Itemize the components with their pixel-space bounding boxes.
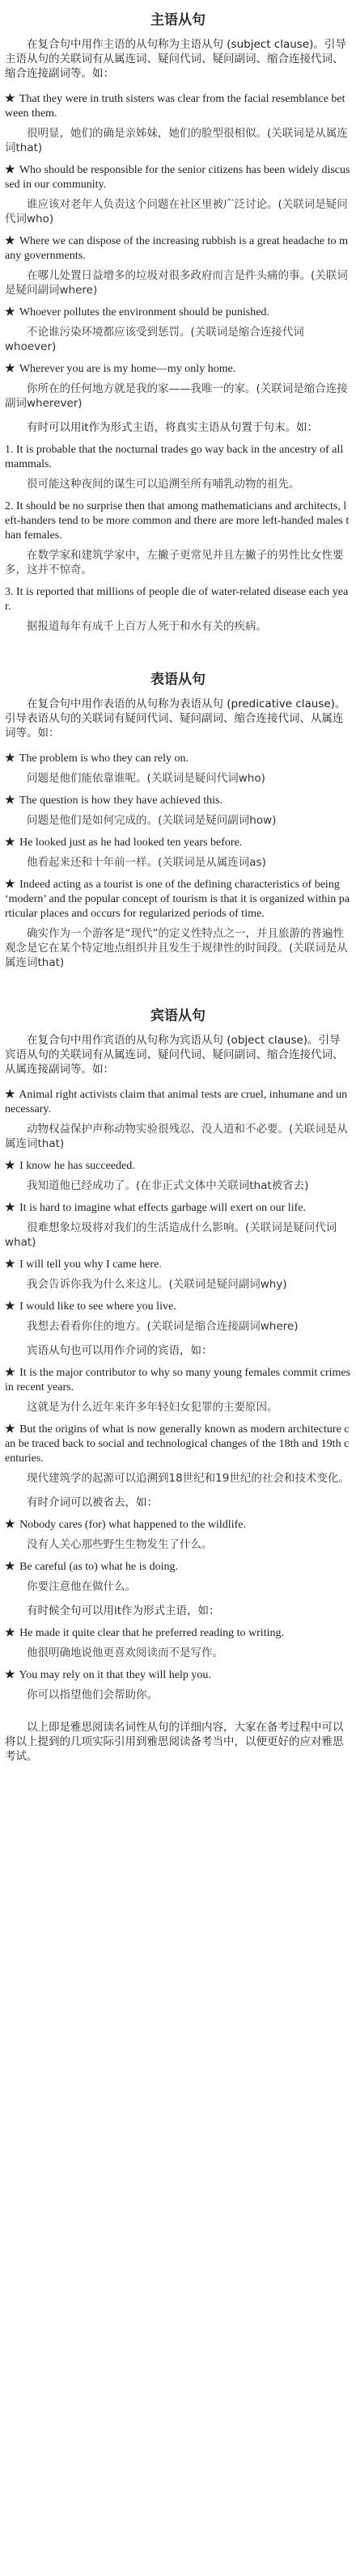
object-it-intro: 有时候全句可以用it作为形式主语，如：: [27, 1604, 220, 1617]
list-item: [5, 1258, 351, 1292]
example-zh: 据报道每年有成千上百万人死于和水有关的疾病。: [27, 620, 267, 633]
example-en: I know he has succeeded.: [19, 1160, 135, 1172]
star-icon: ★: [5, 753, 15, 765]
example-zh: 你可以指望他们会帮助你。: [27, 1689, 158, 1701]
star-icon: ★: [5, 164, 15, 176]
list-item: [5, 1159, 351, 1193]
example-en: You may rely on it that they will help you.: [19, 1669, 211, 1681]
example-en: Where we can dispose of the increasing rubbish is a great headache to many governments.: [5, 235, 349, 262]
list-item: [5, 752, 351, 786]
star-icon: ★: [5, 1561, 15, 1573]
example-en: Be careful (as to) what he is doing.: [19, 1561, 179, 1573]
example-zh: 他看起来还和十年前一样。(关联词是从属连词as): [27, 856, 266, 869]
example-zh: 我知道他已经成功了。(在非正式文体中关联词that被省去): [27, 1179, 309, 1192]
example-en: 3. It is reported that millions of people die of water-related disease each year.: [5, 586, 349, 613]
list-item: [5, 1560, 351, 1594]
star-icon: ★: [5, 879, 15, 891]
example-en: Nobody cares (for) what happened to the wildlife.: [19, 1519, 246, 1531]
example-en: 1. It is probable that the nocturnal trades go way back in the ancestry of all mammals.: [5, 444, 344, 470]
numbered-item: [5, 500, 351, 577]
list-item: [5, 234, 351, 297]
star-icon: ★: [5, 1202, 15, 1214]
list-item: [5, 1366, 351, 1414]
numbered-item: [5, 585, 351, 634]
subject-intro: 在复合句中用作主语的从句称为主语从句 (subject clause)。引导主语从句的关联词有从属连词、疑问代词、疑问副词、缩合连接代词、缩合连接副词等。如：: [5, 38, 346, 80]
example-zh: 问题是他们是如何完成的。(关联词是疑问副词how): [27, 814, 277, 827]
list-item: [5, 362, 351, 411]
example-zh: 你所在的任何地方就是我的家——我唯一的家。(关联词是缩合连接副词wherever): [5, 382, 348, 410]
example-en: It is the major contributor to why so many young females commit crimes in recent years.: [5, 1367, 351, 1393]
example-en: Who should be responsible for the senior citizens has been widely discussed in our community.: [5, 164, 350, 191]
example-zh: 这就是为什么近年来许多年轻妇女犯罪的主要原因。: [27, 1401, 278, 1414]
example-zh: 我会告诉你我为什么来这儿。(关联词是疑问副词why): [27, 1278, 287, 1291]
example-en: The problem is who they can rely on.: [19, 753, 189, 765]
star-icon: ★: [5, 363, 15, 375]
list-item: [5, 1518, 351, 1552]
list-item: [5, 1088, 351, 1151]
subject-it-intro: 有时可以用it作为形式主语，将真实主语从句置于句末。如：: [27, 421, 319, 434]
star-icon: ★: [5, 306, 15, 318]
example-zh: 确实作为一个游客是“现代”的定义性特点之一，并且旅游的普遍性观念是它在某个特定地点组织并且发生于规律性的时间段。(关联词是从属连词that): [5, 927, 348, 969]
list-item: [5, 794, 351, 828]
example-en: That they were in truth sisters was clear from the facial resemblance between them.: [5, 93, 345, 120]
example-en: Whoever pollutes the environment should be punished.: [19, 306, 269, 318]
star-icon: ★: [5, 1519, 15, 1531]
example-zh: 动物权益保护声称动物实验很残忍、没人道和不必要。(关联词是从属连词that): [5, 1123, 348, 1150]
example-zh: 在哪儿处置日益增多的垃圾对很多政府而言是件头痛的事。(关联词是疑问副词where): [5, 269, 348, 297]
predicative-intro: 在复合句中用作表语的从句称为表语从句 (predicative clause)。引导表语从句的关联词有疑问代词、疑问副词、缩合连接代词、从属连词等。如：: [5, 698, 346, 740]
example-en: It is hard to imagine what effects garbage will exert on our life.: [19, 1202, 306, 1214]
example-en: I will tell you why I came here.: [19, 1258, 162, 1271]
example-zh: 不论谁污染环境都应该受到惩罚。(关联词是缩合连接代词whoever): [5, 326, 304, 353]
star-icon: ★: [5, 1160, 15, 1172]
example-en: 2. It should be no surprise then that among mathematicians and architects, left-handers tend to be more common and there are more left-handed males than females.: [5, 500, 350, 542]
star-icon: ★: [5, 1669, 15, 1681]
example-zh: 没有人关心那些野生生物发生了什么。: [27, 1538, 213, 1551]
object-prep-intro: 宾语从句也可以用作介词的宾语，如：: [27, 1344, 213, 1357]
star-icon: ★: [5, 1089, 15, 1101]
section-title-subject: 主语从句: [150, 12, 206, 28]
star-icon: ★: [5, 1627, 15, 1639]
example-en: He looked just as he had looked ten years before.: [19, 837, 243, 849]
example-en: The question is how they have achieved this.: [19, 795, 222, 807]
star-icon: ★: [5, 1301, 15, 1313]
example-en: I would like to see where you live.: [19, 1301, 176, 1313]
example-zh: 问题是他们能依靠谁呢。(关联词是疑问代词who): [27, 772, 265, 785]
star-icon: ★: [5, 795, 15, 807]
list-item: [5, 306, 351, 354]
example-zh: 他很明确地说他更喜欢阅读而不是写作。: [27, 1646, 223, 1659]
star-icon: ★: [5, 1367, 15, 1379]
example-zh: 现代建筑学的起源可以追溯到18世纪和19世纪的社会和技术变化。: [27, 1472, 350, 1485]
list-item: [5, 1423, 351, 1486]
section-title-predicative: 表语从句: [150, 672, 206, 688]
example-en: Indeed acting as a tourist is one of the defining characteristics of being ‘modern’ and the popular concept of tourism is that it is organized within particular places and occurs for regularized periods of time.: [5, 879, 350, 920]
star-icon: ★: [5, 93, 15, 105]
list-item: [5, 1300, 351, 1334]
example-zh: 在数学家和建筑学家中，左撇子更常见并且左撇子的男性比女性要多，这并不惊奇。: [5, 549, 344, 576]
star-icon: ★: [5, 235, 15, 247]
example-zh: 很可能这种夜间的谋生可以追溯至所有哺乳动物的祖先。: [27, 478, 300, 491]
example-zh: 谁应该对老年人负责这个问题在社区里被广泛讨论。(关联词是疑问代词who): [5, 198, 348, 226]
closing-paragraph: 以上即是雅思阅读名词性从句的详细内容，大家在备考过程中可以将以上提到的几项实际引用到雅思阅读备考当中，以便更好的应对雅思考试。: [5, 1721, 344, 1763]
example-zh: 你要注意他在做什么。: [27, 1580, 136, 1593]
list-item: [5, 1668, 351, 1702]
list-item: [5, 1626, 351, 1660]
list-item: [5, 878, 351, 970]
example-en: But the origins of what is now generally known as modern architecture can be traced back to social and technological changes of the 18th and 19th centuries.: [5, 1423, 350, 1465]
example-en: Animal right activists claim that animal tests are cruel, inhumane and unnecessary.: [5, 1089, 348, 1115]
star-icon: ★: [5, 1423, 15, 1436]
object-intro: 在复合句中用作宾语的从句称为宾语从句 (object clause)。引导宾语从句的关联词有从属连词、疑问代词、疑问副词、缩合连接代词、从属连接副词等。如：: [5, 1034, 344, 1076]
section-title-object: 宾语从句: [150, 1008, 206, 1024]
example-zh: 很难想象垃圾将对我们的生活造成什么影响。(关联词是疑问代词what): [5, 1221, 337, 1249]
object-omit-intro: 有时介词可以被省去，如：: [27, 1496, 158, 1509]
list-item: [5, 1201, 351, 1250]
list-item: [5, 836, 351, 870]
list-item: [5, 163, 351, 226]
example-zh: 很明显，她们的确是亲姊妹，她们的脸型很相似。(关联词是从属连词that): [5, 127, 348, 154]
star-icon: ★: [5, 837, 15, 849]
example-en: Wherever you are is my home—my only home.: [19, 363, 236, 375]
example-zh: 我想去看看你住的地方。(关联词是缩合连接副词where): [27, 1320, 299, 1333]
numbered-item: [5, 443, 351, 491]
star-icon: ★: [5, 1258, 15, 1271]
list-item: [5, 92, 351, 155]
example-en: He made it quite clear that he preferred reading to writing.: [19, 1627, 284, 1639]
